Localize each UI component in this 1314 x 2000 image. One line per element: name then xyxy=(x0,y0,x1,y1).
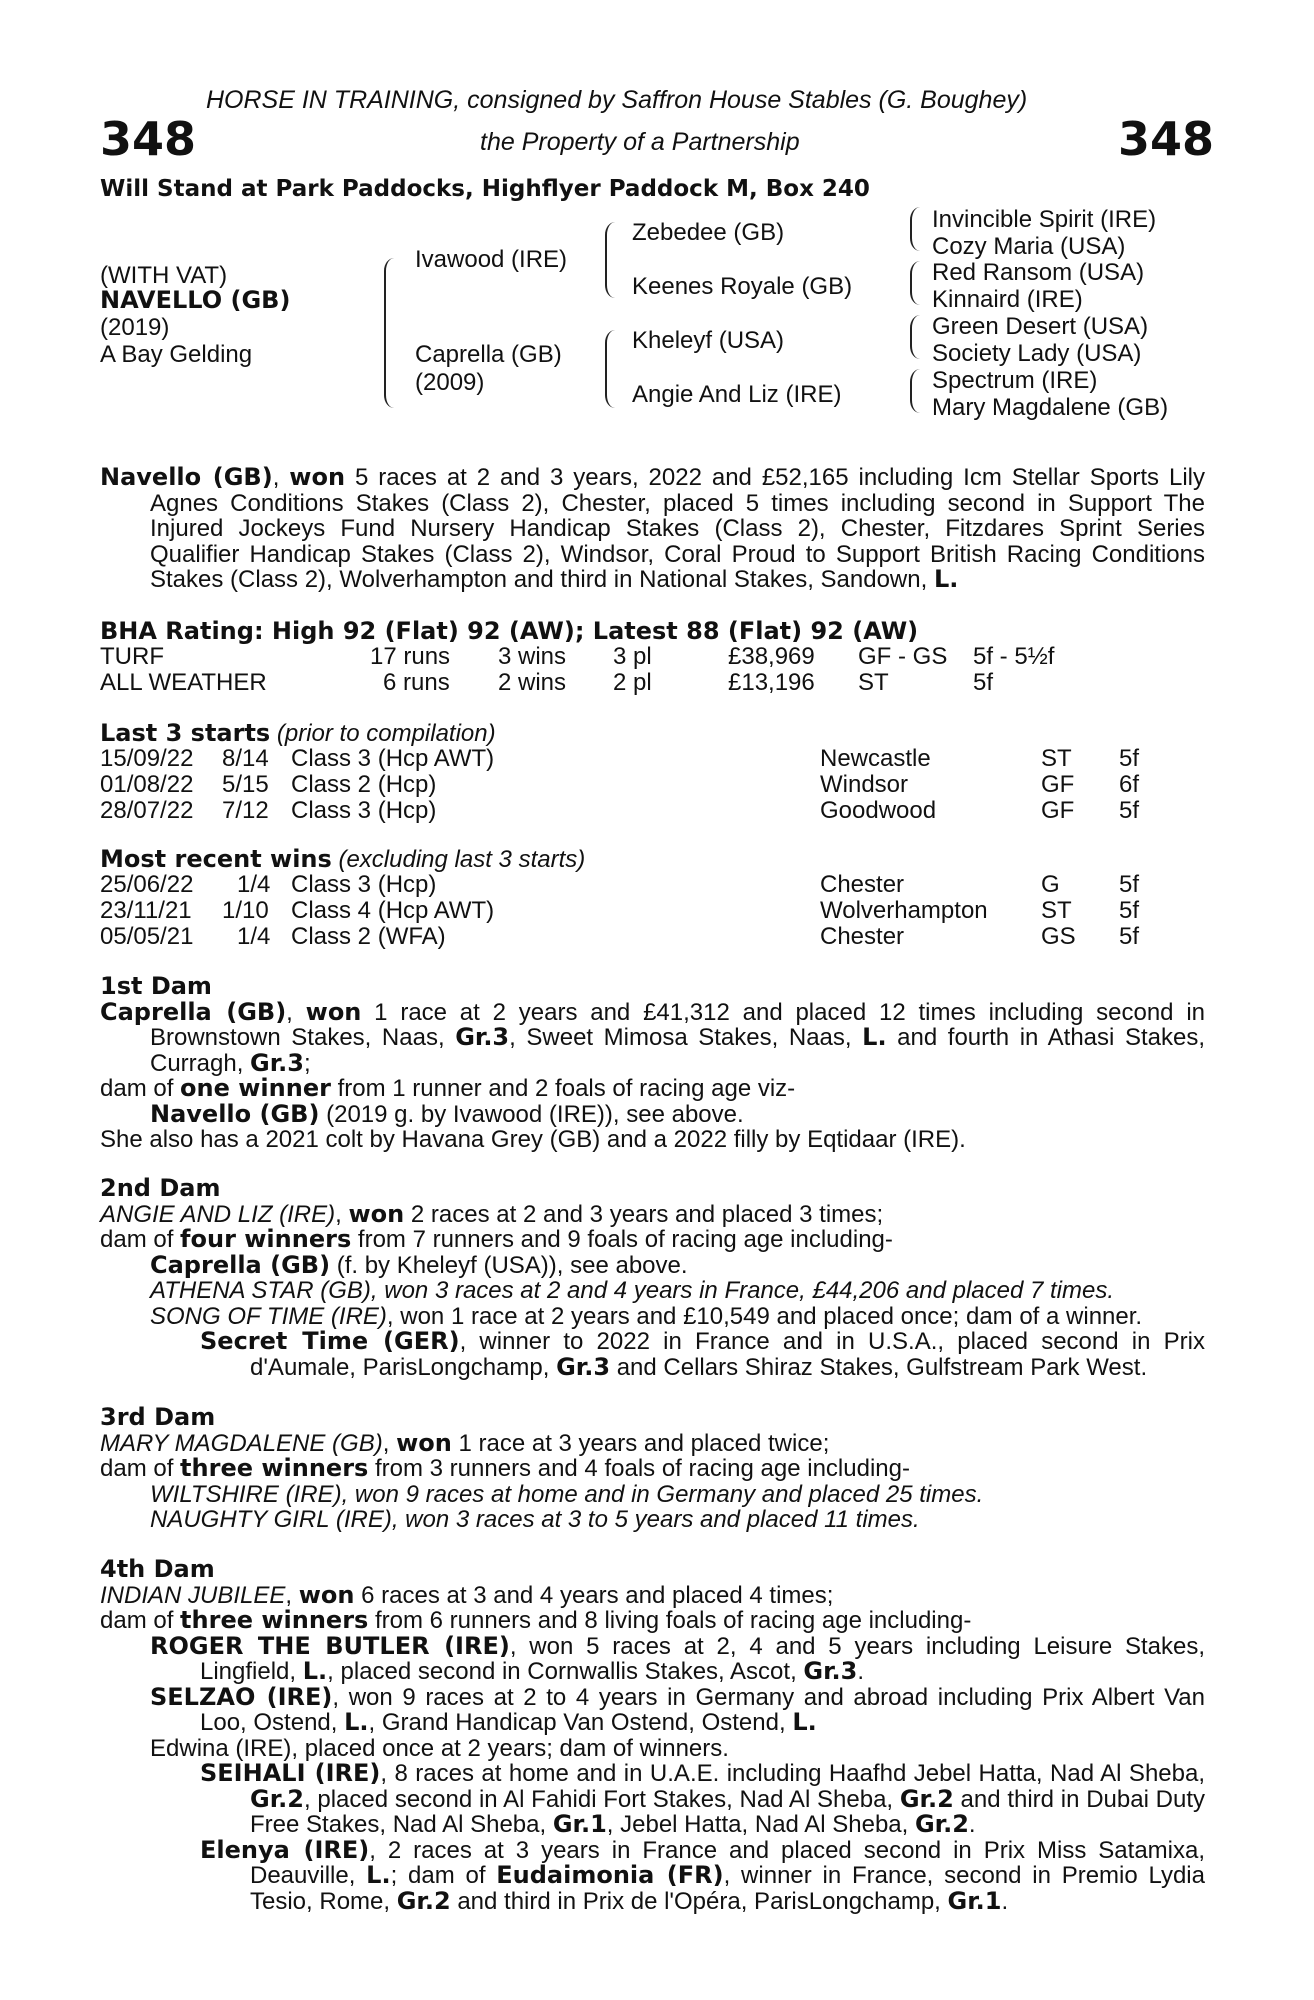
sire: Ivawood (IRE) xyxy=(415,246,568,273)
run-date: 05/05/21 xyxy=(100,923,194,950)
table-row xyxy=(100,897,1200,923)
text: dam of xyxy=(100,1455,181,1482)
dam-sire: Kheleyf (USA) xyxy=(632,327,785,354)
run-course: Goodwood xyxy=(820,797,937,824)
winners-count: four winners xyxy=(180,1225,352,1253)
header-line2: the Property of a Partnership xyxy=(480,128,800,156)
run-going: ST xyxy=(1041,745,1072,772)
grade: Gr.1 xyxy=(552,1810,607,1838)
run-position: 1/4 xyxy=(237,871,271,898)
lot-number-left: 348 xyxy=(100,112,197,166)
rating-surface: ALL WEATHER xyxy=(100,669,267,696)
rating-wins: 2 wins xyxy=(498,669,567,696)
dam-name: MARY MAGDALENE (GB) xyxy=(100,1429,383,1457)
vat-note: (WITH VAT) xyxy=(100,262,228,289)
text: and third in Prix de l'Opéra, ParisLongchamp, xyxy=(450,1887,948,1915)
text: . xyxy=(1001,1887,1009,1915)
rating-row-turf xyxy=(100,643,1200,669)
text: from 1 runner and 2 foals of racing age viz- xyxy=(330,1075,796,1102)
text: , winner in France, second in Premio Lydia Tesio, Rome, xyxy=(250,1862,1205,1915)
text: and third in Dubai Duty Free Stakes, Nad Al Sheba, xyxy=(250,1785,1205,1838)
rating-placed: 3 pl xyxy=(613,643,652,670)
offspring-name: NAUGHTY GIRL (IRE) xyxy=(150,1506,392,1533)
last3-title: Last 3 starts xyxy=(100,719,271,747)
grade: Gr.1 xyxy=(947,1886,1002,1915)
won-label: won xyxy=(305,997,362,1026)
run-class: Class 2 (Hcp) xyxy=(291,771,437,798)
grade: Gr.2 xyxy=(914,1810,969,1838)
bha-rating: BHA Rating: High 92 (Flat) 92 (AW); Latest 88 (Flat) 92 (AW) xyxy=(100,617,919,645)
grade: Gr.3 xyxy=(803,1657,858,1685)
sire-dam-dam: Kinnaird (IRE) xyxy=(932,286,1083,313)
offspring-name: Elenya (IRE) xyxy=(200,1835,370,1864)
rating-row-aw xyxy=(100,669,1200,695)
winners-count: three winners xyxy=(180,1454,369,1482)
text: 6 races at 3 and 4 years and placed 4 times; xyxy=(354,1581,834,1609)
recent-title: Most recent wins xyxy=(100,845,332,873)
run-going: G xyxy=(1041,871,1060,898)
run-class: Class 3 (Hcp) xyxy=(291,871,437,898)
text: , Sweet Mimosa Stakes, Naas, xyxy=(509,1024,863,1051)
run-date: 23/11/21 xyxy=(100,897,192,924)
text: , placed second in Al Fahidi Fort Stakes, Nad Al Sheba, xyxy=(303,1785,900,1813)
offspring-name: WILTSHIRE (IRE) xyxy=(150,1480,342,1508)
text: (f. by Kheleyf (USA)), see above. xyxy=(330,1251,688,1279)
run-distance: 5f xyxy=(1119,923,1140,950)
grade: Gr.2 xyxy=(899,1784,954,1813)
grade: Gr.3 xyxy=(556,1352,611,1381)
table-row xyxy=(100,797,1200,823)
first-dam-section: 1st Dam Caprella (GB), won 1 race at 2 years and £41,312 and placed 12 times including second in Brownstown Stakes, Naas, Gr.3, Sweet Mimosa Stakes, Naas, L. and fourth in Athasi Stakes, Curragh, Gr.3; dam of one winner from 1 runner and 2 foals of racing age viz- Navello (GB) (2019 g. by Ivawood (IRE)), see above. She also has a 2021 colt by Havana Grey (GB) and a 2022 filly by Eqtidaar (IRE). xyxy=(100,972,1205,1153)
rating-distance: 5f xyxy=(973,669,994,696)
run-date: 25/06/22 xyxy=(100,871,194,898)
horse-name: NAVELLO (GB) xyxy=(100,286,291,314)
last3-note: (prior to compilation) xyxy=(276,720,496,747)
offspring-name: Secret Time (GER) xyxy=(200,1327,460,1355)
run-position: 8/14 xyxy=(222,745,269,772)
rating-surface: TURF xyxy=(100,643,164,670)
grade: Gr.2 xyxy=(396,1886,451,1915)
text: 1 race at 2 years and £41,312 and placed 12 times including second in Brownstown Stakes, Naas, xyxy=(150,998,1205,1051)
grade: Gr.3 xyxy=(455,1023,510,1051)
horse-year: (2019) xyxy=(100,314,170,341)
sire-dam-sire: Red Ransom (USA) xyxy=(932,259,1145,286)
run-distance: 6f xyxy=(1119,771,1140,798)
run-position: 1/10 xyxy=(222,897,269,924)
run-class: Class 4 (Hcp AWT) xyxy=(291,897,495,924)
rating-going: GF - GS xyxy=(858,643,948,670)
sire-sire-sire: Invincible Spirit (IRE) xyxy=(932,206,1157,233)
text: ; xyxy=(303,1049,311,1077)
text: 2 races at 2 and 3 years and placed 3 times; xyxy=(404,1200,884,1228)
dam-name: Caprella (GB) xyxy=(100,997,287,1026)
sire-sire: Zebedee (GB) xyxy=(632,219,785,246)
dam-year: (2009) xyxy=(415,369,485,396)
summary-text: 5 races at 2 and 3 years, 2022 and £52,165 including Icm Stellar Sports Lily Agnes Conditions Stakes (Class 2), Chester, placed 5 times including second in Support The Injured Jockeys Fund Nursery Handicap Stakes (Class 2), Chester, Fitzdares Sprint Series Qualifier Handicap Stakes (Class 2), Windsor, Coral Proud to Support British Racing Conditions Stakes (Class 2), Wolverhampton and third in National Stakes, Sandown, xyxy=(150,464,1205,593)
run-course: Wolverhampton xyxy=(820,897,988,924)
section-title: 3rd Dam xyxy=(100,1403,216,1431)
summary-horse-name: Navello (GB) xyxy=(100,463,273,491)
section-title: 4th Dam xyxy=(100,1555,215,1583)
rating-runs: 17 runs xyxy=(370,643,451,670)
text: from 6 runners and 8 living foals of racing age including- xyxy=(368,1607,972,1634)
run-course: Chester xyxy=(820,923,905,950)
pedigree-brace xyxy=(910,207,920,251)
rating-placed: 2 pl xyxy=(613,669,652,696)
rating-wins: 3 wins xyxy=(498,643,567,670)
won-label: won xyxy=(396,1428,452,1457)
offspring-name: ROGER THE BUTLER (IRE) xyxy=(150,1631,510,1660)
text: , Jebel Hatta, Nad Al Sheba, xyxy=(606,1811,915,1838)
pedigree-brace xyxy=(605,222,615,298)
run-date: 01/08/22 xyxy=(100,771,194,798)
grade: L. xyxy=(366,1861,391,1889)
text: , won 3 races at 2 and 4 years in France, £44,206 and placed 7 times. xyxy=(370,1277,1115,1304)
grade: L. xyxy=(862,1023,887,1051)
text: , Grand Handicap Van Ostend, Ostend, xyxy=(368,1709,793,1736)
offspring-name: SEIHALI (IRE) xyxy=(200,1759,381,1787)
pedigree-brace xyxy=(910,369,920,413)
offspring-name: Caprella (GB) xyxy=(150,1250,331,1279)
pedigree-brace xyxy=(910,315,920,359)
run-date: 28/07/22 xyxy=(100,797,194,824)
rating-money: £13,196 xyxy=(728,669,815,696)
won-label: won xyxy=(298,1580,355,1609)
winners-count: three winners xyxy=(180,1606,369,1634)
dam-dam: Angie And Liz (IRE) xyxy=(632,381,842,408)
lot-number-right: 348 xyxy=(1118,112,1215,166)
text: 1 race at 3 years and placed twice; xyxy=(451,1429,830,1457)
rating-going: ST xyxy=(858,669,889,696)
run-going: ST xyxy=(1041,897,1072,924)
run-class: Class 3 (Hcp) xyxy=(291,797,437,824)
offspring-name: SONG OF TIME (IRE) xyxy=(150,1302,387,1330)
table-row xyxy=(100,771,1200,797)
table-row xyxy=(100,745,1200,771)
text: , placed second in Cornwallis Stakes, Ascot, xyxy=(327,1658,804,1685)
dam-dam-dam: Mary Magdalene (GB) xyxy=(932,394,1169,421)
winners-count: one winner xyxy=(180,1074,331,1102)
grade: L. xyxy=(344,1708,369,1736)
run-position: 7/12 xyxy=(222,797,269,824)
text: , winner to 2022 in France and in U.S.A., placed second in Prix d'Aumale, ParisLongchamp, xyxy=(250,1328,1206,1381)
run-position: 5/15 xyxy=(222,771,269,798)
second-dam-section: 2nd Dam ANGIE AND LIZ (IRE), won 2 races at 2 and 3 years and placed 3 times; dam of four winners from 7 runners and 9 foals of racing age including- Caprella (GB) (f. by Kheleyf (USA)), see above. ATHENA STAR (GB), won 3 races at 2 and 4 years in France, £44,206 and placed 7 times. SONG OF TIME (IRE), won 1 race at 2 years and £10,549 and placed once; dam of a winner. Secret Time (GER), winner to 2022 in France and in U.S.A., placed second in Prix d'Aumale, ParisLongchamp, Gr.3 and Cellars Shiraz Stakes, Gulfstream Park West. xyxy=(100,1174,1206,1381)
table-row xyxy=(100,923,1200,949)
stand-location: Will Stand at Park Paddocks, Highflyer Paddock M, Box 240 xyxy=(100,176,870,202)
text: and fourth in Athasi Stakes, Curragh, xyxy=(150,1024,1205,1077)
fourth-dam-section: 4th Dam INDIAN JUBILEE, won 6 races at 3 and 4 years and placed 4 times; dam of three winners from 6 runners and 8 living foals of racing age including- ROGER THE BUTLER (IRE), won 5 races at 2, 4 and 5 years including Leisure Stakes, Lingfield, L., placed second in Cornwallis Stakes, Ascot, Gr.3. SELZAO (IRE), won 9 races at 2 to 4 years in Germany and abroad including Prix Albert Van Loo, Ostend, L., Grand Handicap Van Ostend, Ostend, L. Edwina (IRE), placed once at 2 years; dam of winners. SEIHALI (IRE), 8 races at home and in U.A.E. including Haafhd Jebel Hatta, Nad Al Sheba, Gr.2, placed second in Al Fahidi Fort Stakes, Nad Al Sheba, Gr.2 and third in Dubai Duty Free Stakes, Nad Al Sheba, Gr.1, Jebel Hatta, Nad Al Sheba, Gr.2. Elenya (IRE), 2 races at 3 years in France and placed second in Prix Miss Satamixa, Deauville, L.; dam of Eudaimonia (FR), winner in France, second in Premio Lydia Tesio, Rome, Gr.2 and third in Prix de l'Opéra, ParisLongchamp, Gr.1. xyxy=(100,1555,1206,1915)
third-dam-section: 3rd Dam MARY MAGDALENE (GB), won 1 race at 3 years and placed twice; dam of three winners from 3 runners and 4 foals of racing age including- WILTSHIRE (IRE), won 9 races at home and in Germany and placed 25 times. NAUGHTY GIRL (IRE), won 3 races at 3 to 5 years and placed 11 times. xyxy=(100,1405,1205,1533)
text: ; dam of xyxy=(390,1862,497,1889)
run-distance: 5f xyxy=(1119,871,1140,898)
header-line1: HORSE IN TRAINING, consigned by Saffron House Stables (G. Boughey) xyxy=(206,86,1028,114)
pedigree-brace xyxy=(605,330,615,408)
text: . xyxy=(968,1811,976,1838)
grade: Gr.2 xyxy=(250,1784,304,1813)
text: from 3 runners and 4 foals of racing age including- xyxy=(368,1455,910,1482)
text: dam of xyxy=(100,1607,181,1634)
last3-heading xyxy=(100,719,496,748)
text: , won 1 race at 2 years and £10,549 and placed once; dam of a winner. xyxy=(386,1302,1143,1330)
grade: L. xyxy=(302,1657,328,1685)
pedigree-brace xyxy=(384,258,394,408)
offspring-entry: Edwina (IRE), placed once at 2 years; dam of winners. xyxy=(150,1734,729,1762)
run-course: Newcastle xyxy=(820,745,931,772)
offspring-name: SELZAO (IRE) xyxy=(150,1682,333,1711)
race-summary: Navello (GB), won 5 races at 2 and 3 years, 2022 and £52,165 including Icm Stellar Sports Lily Agnes Conditions Stakes (Class 2), Chester, placed 5 times including second in Support The Injured Jockeys Fund Nursery Handicap Stakes (Class 2), Chester, Fitzdares Sprint Series Qualifier Handicap Stakes (Class 2), Windsor, Coral Proud to Support British Racing Conditions Stakes (Class 2), Wolverhampton and third in National Stakes, Sandown, L. xyxy=(100,463,1205,593)
text: , won 3 races at 3 to 5 years and placed 11 times. xyxy=(391,1506,920,1533)
text: (2019 g. by Ivawood (IRE)), see above. xyxy=(319,1100,744,1128)
run-position: 1/4 xyxy=(237,923,271,950)
dam-name: ANGIE AND LIZ (IRE) xyxy=(100,1200,336,1228)
won-label: won xyxy=(348,1199,405,1228)
sire-sire-dam: Cozy Maria (USA) xyxy=(932,233,1126,260)
summary-won: won xyxy=(289,463,346,491)
dam-sire-sire: Green Desert (USA) xyxy=(932,313,1149,340)
rating-runs: 6 runs xyxy=(383,669,450,696)
text: , won 5 races at 2, 4 and 5 years including Leisure Stakes, Lingfield, xyxy=(200,1632,1205,1685)
text: , won 9 races at 2 to 4 years in Germany and abroad including Prix Albert Van Loo, Ostend, xyxy=(200,1683,1205,1736)
run-distance: 5f xyxy=(1119,897,1140,924)
section-title: 2nd Dam xyxy=(100,1174,221,1202)
offspring-name: ATHENA STAR (GB) xyxy=(150,1277,371,1304)
grade: L. xyxy=(792,1708,817,1736)
summary-listed: L. xyxy=(933,565,959,593)
rating-money: £38,969 xyxy=(728,643,815,670)
run-going: GF xyxy=(1041,771,1075,798)
run-distance: 5f xyxy=(1119,745,1140,772)
text: , 2 races at 3 years in France and placed second in Prix Miss Satamixa, Deauville, xyxy=(250,1836,1206,1889)
horse-description: A Bay Gelding xyxy=(100,341,253,368)
dam-sire-dam: Society Lady (USA) xyxy=(932,340,1142,367)
run-distance: 5f xyxy=(1119,797,1140,824)
dam-dam-sire: Spectrum (IRE) xyxy=(932,367,1098,394)
sire-dam: Keenes Royale (GB) xyxy=(632,273,853,300)
text: . xyxy=(857,1658,865,1685)
run-course: Windsor xyxy=(820,771,909,798)
run-going: GS xyxy=(1041,923,1076,950)
offspring-name: Navello (GB) xyxy=(150,1099,320,1128)
text: dam of xyxy=(100,1075,181,1102)
offspring-name: Eudaimonia (FR) xyxy=(496,1861,724,1889)
recent-note: (excluding last 3 starts) xyxy=(338,846,586,873)
run-class: Class 3 (Hcp AWT) xyxy=(291,745,495,772)
also-note: She also has a 2021 colt by Havana Grey (GB) and a 2022 filly by Eqtidaar (IRE). xyxy=(100,1126,966,1153)
text: , 8 races at home and in U.A.E. including Haafhd Jebel Hatta, Nad Al Sheba, xyxy=(380,1760,1206,1787)
run-going: GF xyxy=(1041,797,1075,824)
pedigree-brace xyxy=(910,261,920,305)
text: and Cellars Shiraz Stakes, Gulfstream Park West. xyxy=(610,1353,1148,1381)
grade: Gr.3 xyxy=(250,1048,304,1077)
run-course: Chester xyxy=(820,871,905,898)
text: from 7 runners and 9 foals of racing age including- xyxy=(351,1226,893,1253)
dam-name: INDIAN JUBILEE xyxy=(100,1581,286,1609)
rating-distance: 5f - 5½f xyxy=(973,643,1055,670)
dam: Caprella (GB) xyxy=(415,341,562,368)
run-date: 15/09/22 xyxy=(100,745,194,772)
text: , won 9 races at home and in Germany and placed 25 times. xyxy=(341,1480,984,1508)
recent-wins-heading xyxy=(100,845,585,874)
run-class: Class 2 (WFA) xyxy=(291,923,446,950)
section-title: 1st Dam xyxy=(100,972,212,1000)
text: dam of xyxy=(100,1226,181,1253)
table-row xyxy=(100,871,1200,897)
